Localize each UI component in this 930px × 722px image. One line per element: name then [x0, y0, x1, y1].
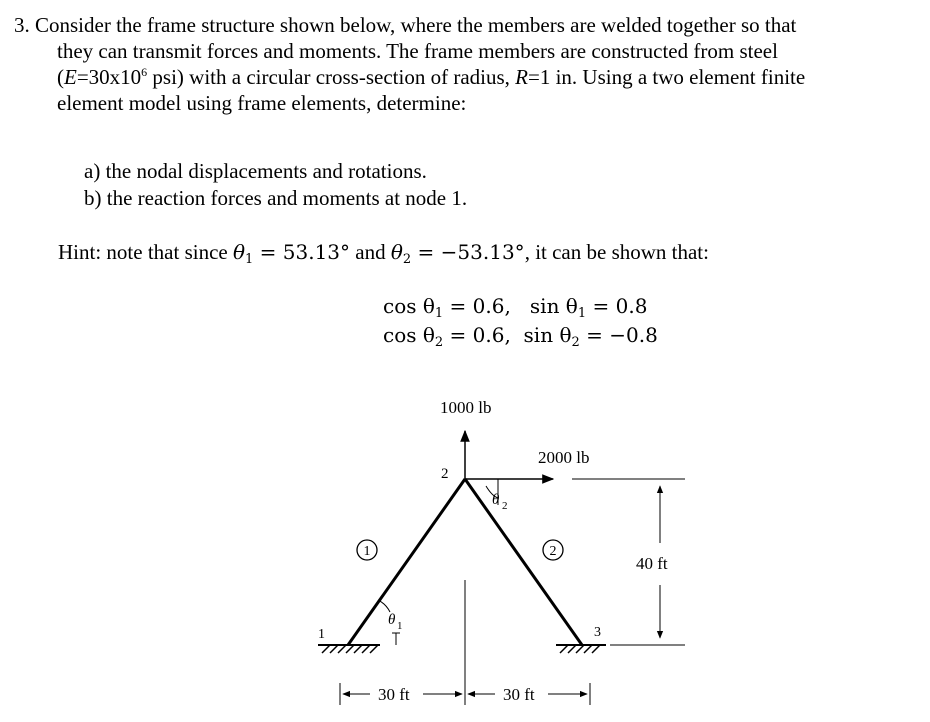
part-b: b) the reaction forces and moments at node 1.	[84, 186, 468, 210]
cos-label: cos θ	[383, 294, 435, 318]
modulus-value: =30x10	[76, 65, 142, 89]
fixed-support-node-1	[318, 645, 380, 653]
equation-row-2	[383, 321, 658, 350]
height-dim-label: 40 ft	[636, 554, 668, 573]
hint-pre: Hint: note that since	[58, 240, 233, 264]
problem-text-3b: =1 in. Using a two element finite	[527, 65, 806, 89]
cos2-value: = 0.6,	[443, 323, 511, 347]
problem-line-3	[14, 64, 919, 90]
hint-theta1	[232, 240, 351, 267]
hint	[58, 240, 709, 265]
element-2-label: 2	[549, 544, 557, 559]
theta-symbol: θ	[390, 240, 403, 264]
horizontal-load-label: 2000 lb	[538, 448, 590, 467]
problem-statement	[14, 12, 919, 116]
theta1-subscript: 1	[245, 252, 254, 267]
subscript-1: 1	[577, 306, 587, 321]
subscript-1: 1	[434, 306, 444, 321]
theta2-value: = −53.13°	[411, 240, 525, 264]
sin1-value: = 0.8	[586, 294, 648, 318]
theta1-value: = 53.13°	[253, 240, 351, 264]
problem-text-3a: psi) with a circular cross-section of radius,	[147, 65, 516, 89]
theta1-subscript: 1	[397, 620, 403, 632]
theta2-symbol: θ	[492, 492, 500, 508]
equation-row-1	[383, 292, 658, 321]
hint-theta2	[390, 240, 525, 267]
hint-post: , it can be shown that:	[524, 240, 709, 264]
problem-text-1: Consider the frame structure shown below, where the members are welded together so that	[35, 13, 797, 37]
width-dim-right-label: 30 ft	[503, 685, 535, 704]
problem-line-1	[14, 12, 919, 38]
problem-number: 3.	[14, 13, 30, 37]
sin-label: sin θ	[523, 323, 572, 347]
element-2-member	[465, 479, 582, 645]
paren-open: (	[57, 65, 64, 89]
subscript-2: 2	[434, 335, 444, 350]
node-1-label: 1	[318, 627, 325, 642]
frame-figure	[0, 380, 930, 722]
node-2-label: 2	[441, 466, 449, 482]
width-dim-left-label: 30 ft	[378, 685, 410, 704]
sin-label: sin θ	[529, 294, 578, 318]
element-1-label: 1	[363, 544, 371, 559]
part-a: a) the nodal displacements and rotations.	[84, 159, 427, 183]
trig-equations	[383, 292, 658, 350]
radius-symbol: R	[515, 65, 528, 89]
theta2-subscript: 2	[402, 252, 412, 267]
node-3-label: 3	[594, 625, 601, 640]
modulus-exponent: 6	[141, 65, 148, 79]
subscript-2: 2	[571, 335, 580, 350]
fixed-support-node-3	[556, 645, 606, 653]
cos-label: cos θ	[383, 323, 435, 347]
cos1-value: = 0.6,	[443, 294, 511, 318]
modulus-symbol: E	[64, 65, 77, 89]
theta-symbol: θ	[232, 240, 246, 264]
sin2-value: = −0.8	[579, 323, 658, 347]
element-1-member	[348, 479, 465, 645]
vertical-load-label: 1000 lb	[440, 398, 492, 417]
hint-and: and	[350, 240, 391, 264]
theta1-symbol: θ	[388, 612, 396, 628]
theta2-subscript: 2	[502, 500, 508, 512]
problem-line-2: they can transmit forces and moments. The frame members are constructed from steel	[57, 39, 778, 63]
problem-line-4: element model using frame elements, determine:	[57, 91, 467, 115]
question-parts	[84, 158, 467, 212]
